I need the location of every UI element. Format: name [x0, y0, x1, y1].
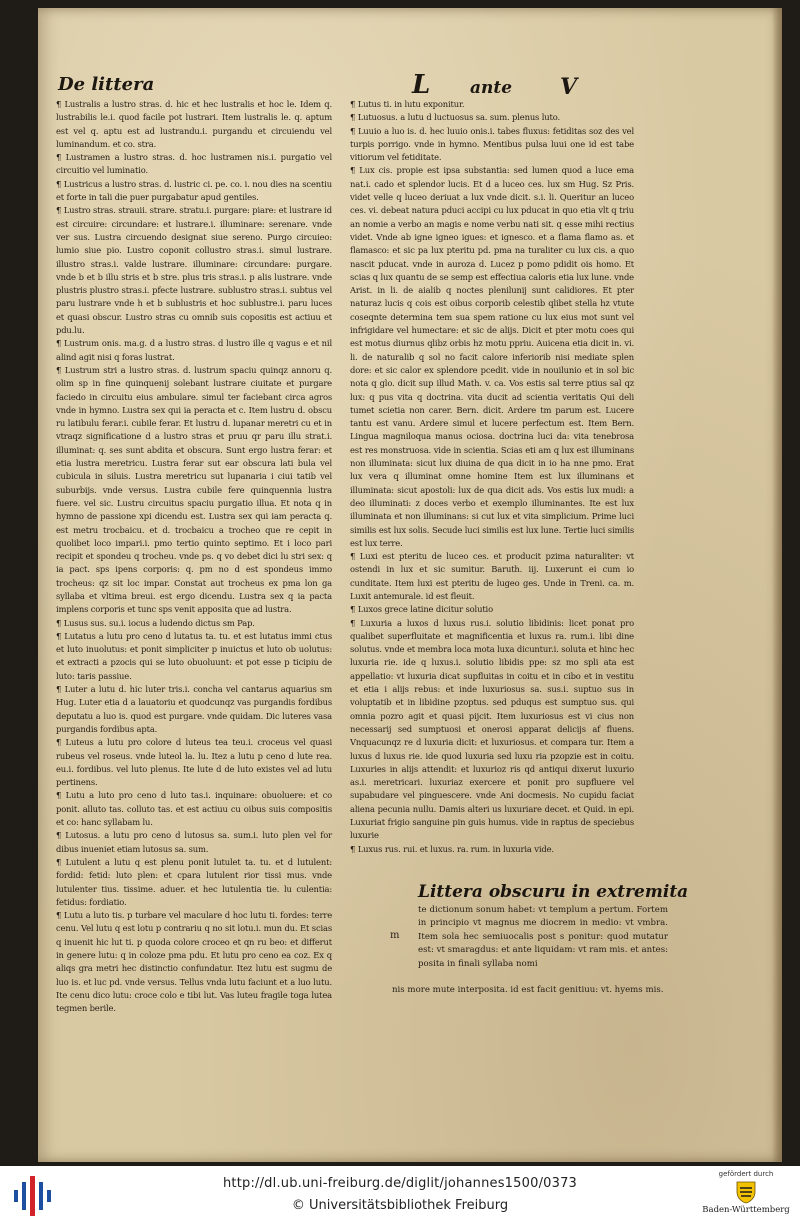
section-body: te dictionum sonum habet: vt templum a pertum. Fortem in principio vt magnus me diocrem in medio: vt vmbra. Item sola hec semiuocalis post s ponitur: quod mutatur est: vt smaragdus: et ante liquidam: vt ram mis. et antes: posita in finali syllaba nomi — [418, 905, 668, 969]
running-head-left: De littera — [58, 74, 155, 95]
running-head-ante: ante — [470, 78, 513, 98]
entry-paragraph: ¶ Luter a lutu d. hic luter tris.i. concha vel cantarus aquarius sm Hug. Luter etia d a lauatoriu et quodcunqz vas purgandis fordibus deputatu a luo is. quod est purgare. vnde quidam. Dic luteres vasa purgandis fordibus apta. — [56, 684, 332, 734]
margin-letter: m — [390, 930, 400, 941]
entry-paragraph: ¶ Lustrum stri a lustro stras. d. lustrum spaciu quinqz annoru q. olim sp in fine quinquenij solebant lustrare ciuitate et purgare faciedo in circuitu eius ambulare. simul ter faciebant circa agros vnde in hymno. Lustra sex qui ia peracta et c. Item lustru d. obscu ru latibulu ferar.i. cubile ferar. Et lustru d. lupanar meretri cu et in vtraqz significatione d a lustro stras et pruu qr paru illu strat.i. illuminat: q. ses sunt abdita et obscura. Sunt ergo lustra ferar: et etia lustra meretricu. Lustra ferar sut ear obscura lati bula vel cubicula in siluis. Lustra meretricu sut lupanaria i ciui tatib vel suburbijs. vnde versus. Lustra cubile fere quinquennia lustra fuere. vel sic. Lustru circuitus spaciu purgatio illua. Et nota q in hymno de passione xpi dicendu est. Lustra sex qui iam peracta q. est metru trocbaicu. et d. trocbaicu a trocheo que re cepit in quolibet loco impari.i. pmo tertio quinto septimo. Et i loco pari recipit et spondeu q trocheu. vnde ps. q vo debet dici lu stri sex: q ia pact. sps ipens corporis: q. pm no d est spondeus immo trocheus: qz sit loc impar. Constat aut trocheus ex pma lon ga syllaba et vltima breui. est ergo dicendu. Lustra sex q ia pacta implens corporis et tunc sps venit apposita que ad lustra. — [56, 364, 332, 615]
entry-paragraph: ¶ Luteus a lutu pro colore d luteus tea teu.i. croceus vel quasi rubeus vel roseus. vnde luteol la. lu. Itez a lutu p ceno d lute rea. eu.i. fordibus. vel luto plenus. Ite lute d de luto existes vel ad lutu pertinens. — [56, 737, 332, 788]
entry-paragraph: ¶ Lutu a luto pro ceno d luto tas.i. inquinare: obuoluere: et co ponit. alluto tas. colluto tas. et est actiuu cu oibus suis compositis et co: hanc syllabam lu. — [56, 790, 332, 828]
entry-paragraph: ¶ Lutulent a lutu q est plenu ponit lutulet ta. tu. et d lutulent: fordid: fetid: luto plen: et cpara lutulent rior tissi mus. vnde lutulenter tius. tissime. aduer. et hec lutulentia tie. lu culentia: fetidus: fordiatio. — [56, 856, 332, 907]
section-last-line: nis more mute interposita. id est facit genitiuu: vt. hyems mis. — [392, 985, 664, 995]
right-text-column — [350, 98, 634, 856]
sponsor-name: Baden-Württemberg — [702, 1205, 790, 1215]
copyright-notice: © Universitätsbibliothek Freiburg — [291, 1198, 509, 1213]
entry-paragraph: ¶ Luxos grece latine dicitur solutio — [350, 604, 493, 615]
entry-paragraph: ¶ Luxuria a luxos d luxus rus.i. solutio libidinis: licet ponat pro qualibet superfluitate et magnificentia et luxus ra. rum.i. libi dine solutus. vnde et membra loca mota luxa dicuntur.i. soluta et hinc hec luxuria rie. ide q luxus.i. solutio libidis ppe: sz mo spli ata est appellatio: vt luxuria dicat supfluitas in coitu et in cibo et in vestitu et etia i alijs rebus: et inde luxuriosus sa. sus.i. suptuo sus in voluptatib et in libidine pzoptus. sed pduqus est sumptuo sus. qui omnia pozro agit et quasi pijcit. Item luxuriosus est vi cius non necessarij sed sumptuosi et onerosi apparat delicijs af fluens. Vnquacunqz re d luxuria dicit: et luxuriosus. et compara tur. Item a luxus d luxus rie. ide quod luxuria sed luxu ria pzopzie est in coitu. Luxuries in alijs attendit: et luxurioz ris qd antiqui dixerut luxurio as.i. meretricari. luxuriaz exercere et ponit pro supfluere vel supabudare vel pinguescere. vnde Ani docmesis. No cupidu faciat aliena pecunia nullu. Damis alteri us luxuriare decet. et Quid. in epi. Luxuriat frigio sanguine pin guis humus. vide in raptus de speciebus luxurie — [350, 617, 634, 841]
section-heading: Littera obscuru in extremita — [418, 882, 689, 902]
entry-paragraph: ¶ Lux cis. propie est ipsa substantia: sed lumen quod a luce ema nat.i. cado et splendor lucis. Et d a luceo ces. lux sm Hug. Sz Pris. videt velle q luceo deriuat a lux vnde dicit. s.i. li. Queritur an luceo ces. vi. debeat natura pduci accipi cu lux pducat in quo etia vlt q triu an nomie a verbo an magis e nome verbu nati sit. q esse mihi rectius videt. Vnde ab igne igneo igues: et ignesco. et a flama flamo as. et flamasco: et sic pa lux pteritu pd. pma na turaliter cu lux cis. a quo nascit pducat. vnde in auroza d. Lucez p pomo pdidit ois homo. Et scias q lux quantu de se semp est effectiua caloris etia lux lune. vnde Arist. in li. de aialib q noctes plenilunij sunt calidiores. Et pter naturaz lucis q cois est oibus corporib celestib qlibet stella hz vtute coseqnte determina tem sua spem ratione cu lux eius mot sunt vel infrigidare vel humectare: et sic de alijs. Dicit et pter motu coes qui est motus diurnus qlibz orbis hz motu ppriu. Auicena etia dicit in. vi. li. de naturalib q sol no facit calore inferiorib nisi mediate splen dore: et sic calor ex splendore pcedit. vide in nouilunio et in sol bic nota q glo. dicit sup illud Math. v. ca. Vos estis sal terre ptius sal qz lux: q pus vita q doctrina. vita ducit ad scientia veritatis Qui deli tumet scietia non carer. Bern. dicit. Ardere tm parum est. Lucere tantu est vanu. Ardere simul et lucere perfectum est. Item Bern. Lingua magniloqua manus ociosa. doctrina luci da: vita tenebrosa est res monstruosa. vide in scientia. Scias eti am q lux est illuminans non illuminata: sicut lux diuina de qua dicit in io ha nne pmo. Erat lux vera q illuminat omne homine Item est lux illuminans et illuminata: sicut apostoli: lux de qua dicit ads. Vos estis lux mudi: a deo illuminati: z doces verbo et exemplo illuminantes. Ite est lux illuminata et non illuminans: si cut lux et vita simplicium. Prime luci similis est lux solis. Secude luci similis est lux lune. Tertie luci similis est lux terre. — [350, 165, 634, 548]
entry-paragraph: ¶ Lustricus a lustro stras. d. lustric ci. pe. co. i. nou dies na scentiu et forte in tali die puer purgabatur apud gentiles. — [56, 178, 332, 203]
entry-paragraph: ¶ Lustralis a lustro stras. d. hic et hec lustralis et hoc le. Idem q. lustrabilis le.i. quod facile pot lustrari. Item lustralis le. q. aptum est vel q. aptu est ad lustrandu.i. purgandu et circuiendu vel luminandum. et co. stra. — [56, 99, 332, 149]
left-text-column — [56, 98, 332, 1014]
entry-paragraph: ¶ Luxi est pteritu de luceo ces. et producit pzima naturaliter: vt ostendi in lux et sic sumitur. Baruth. iij. Luxerunt ei cum io cunditate. Item luxi est pteritu de lugeo ges. Unde in Treni. ca. m. Luxit antemurale. id est fleuit. — [350, 551, 634, 601]
funded-by-label: gefördert durch — [718, 1170, 774, 1178]
entry-paragraph: ¶ Lustrum onis. ma.g. d a lustro stras. d lustro ille q vagus e et nil alind agit nisi q foras lustrat. — [56, 338, 332, 362]
entry-paragraph: ¶ Lustramen a lustro stras. d. hoc lustramen nis.i. purgatio vel circuitio vel luminatio. — [56, 152, 332, 176]
entry-paragraph: ¶ Lutosus. a lutu pro ceno d lutosus sa. sum.i. luto plen vel for dibus inueniet etiam lutosus sa. sum. — [56, 830, 332, 854]
entry-paragraph: ¶ Lustro stras. strauii. strare. stratu.i. purgare: piare: et lustrare id est circuire: circundare: et lustrare.i. illuminare: serenare. vnde ver sus. Lustra circuendo designat siue sereno. Purgo circuieo: lumio siue pio. Lustro coponit collustro stras.i. simul lustrare. illustro stras.i. valde lustrare. illuminare: circundare: purgare. vnde b et b illu stris et b stre. plus tris stras.i. p alis lustrare. vnde plustris plustro stras.i. pfecte lustrare. sublustro stras.i. subtus vel paru lustrare vnde h et b sublustris et hoc sublustre.i. paru luces et quasi obscur. Lustro stras cu omnib suis copositis est actiuu et pdu.lu. — [56, 205, 332, 336]
entry-paragraph: ¶ Lutu a luto tis. p turbare vel maculare d hoc lutu ti. fordes: terre cenu. Vel lutu q est lotu p contrariu q no sit lotu.i. mun du. Et scias q inuenit hic lut ti. p quoda colore croceo et qn ru beo: et differut in genere lutu: q in coloze pma pdu. Et lutu pro ceno ea coz. Ex q aliqs gra metri hec distinctio confundatur. Itez lutu est sugmu de luo is. et luc pd. vnde versus. Tellus vnda lutu faciunt et a luo lutu. Ite cenu dico lutu: croce colo e tibi lut. Vas luteu fragile toga lutea tegmen berile. — [56, 910, 332, 1014]
entry-paragraph: ¶ Lutus ti. in lutu exponitur. — [350, 99, 465, 109]
entry-paragraph: ¶ Luuio a luo is. d. hec luuio onis.i. tabes fluxus: fetiditas soz des vel turpis porrigo. vnde in hymno. Mentibus pulsa luui one id est tabe vitiorum vel fetiditate. — [350, 125, 634, 163]
entry-paragraph: ¶ Lutatus a lutu pro ceno d lutatus ta. tu. et est lutatus immi ctus et luto inuolutus: et ponit simpliciter p inuictus et luto ob uolutus: et extracti a pzocis qui se luto obuoluunt: et pot esse p ticipiu de luto: taris passiue. — [56, 630, 332, 681]
running-head-letter: L — [412, 70, 431, 100]
running-head-v: V — [560, 74, 578, 100]
entry-paragraph: ¶ Lutuosus. a lutu d luctuosus sa. sum. plenus luto. — [350, 112, 560, 123]
entry-paragraph: ¶ Lusus sus. su.i. iocus a ludendo dictus sm Pap. — [56, 617, 255, 628]
permalink-url[interactable]: http://dl.ub.uni-freiburg.de/diglit/johannes1500/0373 — [222, 1176, 578, 1191]
entry-paragraph: ¶ Luxus rus. rui. et luxus. ra. rum. in luxuria vide. — [350, 843, 554, 854]
viewer-footer — [0, 1166, 800, 1224]
sponsor-block — [696, 1170, 796, 1222]
state-crest-icon — [735, 1180, 757, 1204]
page-edge-shadow — [772, 8, 782, 1162]
